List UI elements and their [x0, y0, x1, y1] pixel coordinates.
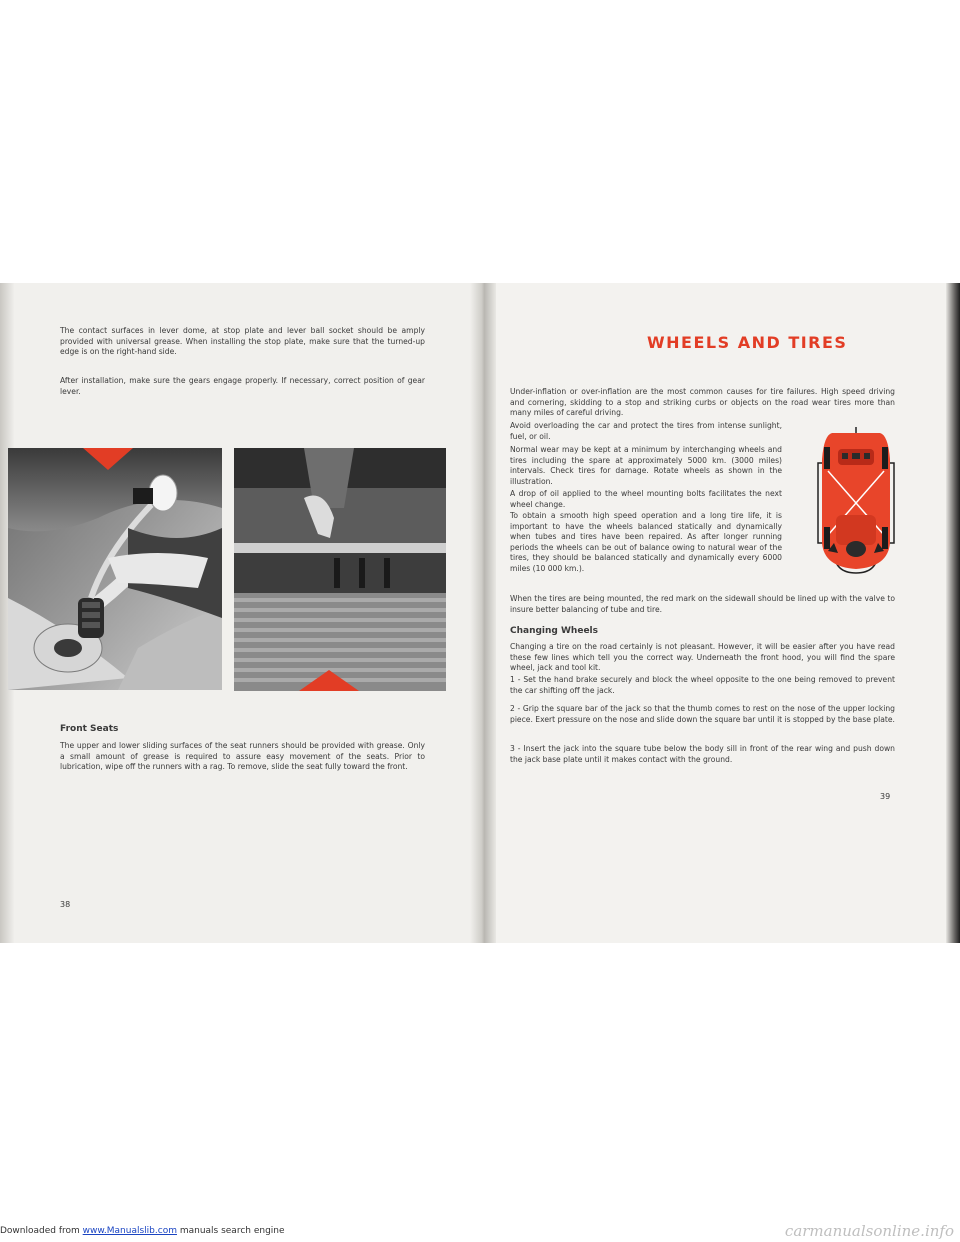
changing-wheels-heading: Changing Wheels	[510, 626, 598, 636]
step-3: 3 - Insert the jack into the square tube below the body sill in front of the rear wing and push down the jack base plate until it makes contact with the ground.	[510, 744, 895, 764]
intro-paragraph: Under-inflation or over-inflation are the most common causes for tire failures. High speed driving and cornering, skidding to a stop and striking curbs or objects on the road wear tires more than many miles of careful driving.	[510, 387, 895, 418]
gear-lever-photo	[8, 448, 222, 690]
footer-suffix: manuals search engine	[176, 1226, 285, 1236]
front-seats-heading: Front Seats	[60, 724, 119, 734]
balancing-paragraph: To obtain a smooth high speed operation and a long tire life, it is important to have the wheels balanced statically and dynamically when tubes and tires have been repaired. As after longer running periods the wheels can be out of balance owing to natural wear of the tires, they should be balanced statically and dynamically every 6000 miles (10 000 km.).	[510, 511, 782, 573]
tire-rotation-illustration	[808, 423, 904, 579]
page-number-left: 38	[60, 900, 71, 909]
book-spine	[470, 283, 496, 943]
oil-drop-paragraph: A drop of oil applied to the wheel mounting bolts facilitates the next wheel change.	[510, 489, 782, 509]
avoid-paragraph: Avoid overloading the car and protect the tires from intense sunlight, fuel, or oil.	[510, 421, 782, 441]
manualslib-link[interactable]: www.Manualslib.com	[82, 1226, 177, 1236]
left-paragraph-2: After installation, make sure the gears engage properly. If necessary, correct position of gear lever.	[60, 376, 425, 396]
left-paragraph-1: The contact surfaces in lever dome, at stop plate and lever ball socket should be amply provided with universal grease. When installing the stop plate, make sure that the turned-up edge is on the right-hand side.	[60, 326, 425, 357]
normal-wear-paragraph: Normal wear may be kept at a minimum by interchanging wheels and tires including the spare at approximately 5000 km. (3000 miles) intervals. Check tires for damage. Rotate wheels as shown in the illustration.	[510, 445, 782, 486]
download-footer	[0, 1226, 285, 1236]
front-seats-text: The upper and lower sliding surfaces of the seat runners should be provided with grease. Only a small amount of grease is required to assure easy movement of the seats. Prior to lubrication, wipe off the runners with a rag. To remove, slide the seat fully toward the front.	[60, 741, 425, 772]
mounting-paragraph: When the tires are being mounted, the red mark on the sidewall should be lined up with the valve to insure better balancing of tube and tire.	[510, 594, 895, 614]
step-1: 1 - Set the hand brake securely and block the wheel opposite to the one being removed to prevent the car shifting off the jack.	[510, 675, 895, 695]
changing-wheels-intro: Changing a tire on the road certainly is not pleasant. However, it will be easier after you have read these few lines which tell you the correct way. Underneath the front hood, you will find the spare wheel, jack and tool kit.	[510, 642, 895, 673]
step-2: 2 - Grip the square bar of the jack so that the thumb comes to rest on the nose of the upper locking piece. Exert pressure on the nose and slide down the square bar until it is stopped by the base plate.	[510, 704, 895, 724]
page-number-right: 39	[880, 792, 891, 801]
watermark: carmanualsonline.info	[784, 1222, 954, 1240]
footer-prefix: Downloaded from	[0, 1226, 83, 1236]
wheels-tires-title: WHEELS AND TIRES	[647, 333, 848, 352]
seat-runner-photo	[234, 448, 446, 691]
right-page-edge	[946, 283, 960, 943]
manual-spread	[0, 283, 960, 943]
